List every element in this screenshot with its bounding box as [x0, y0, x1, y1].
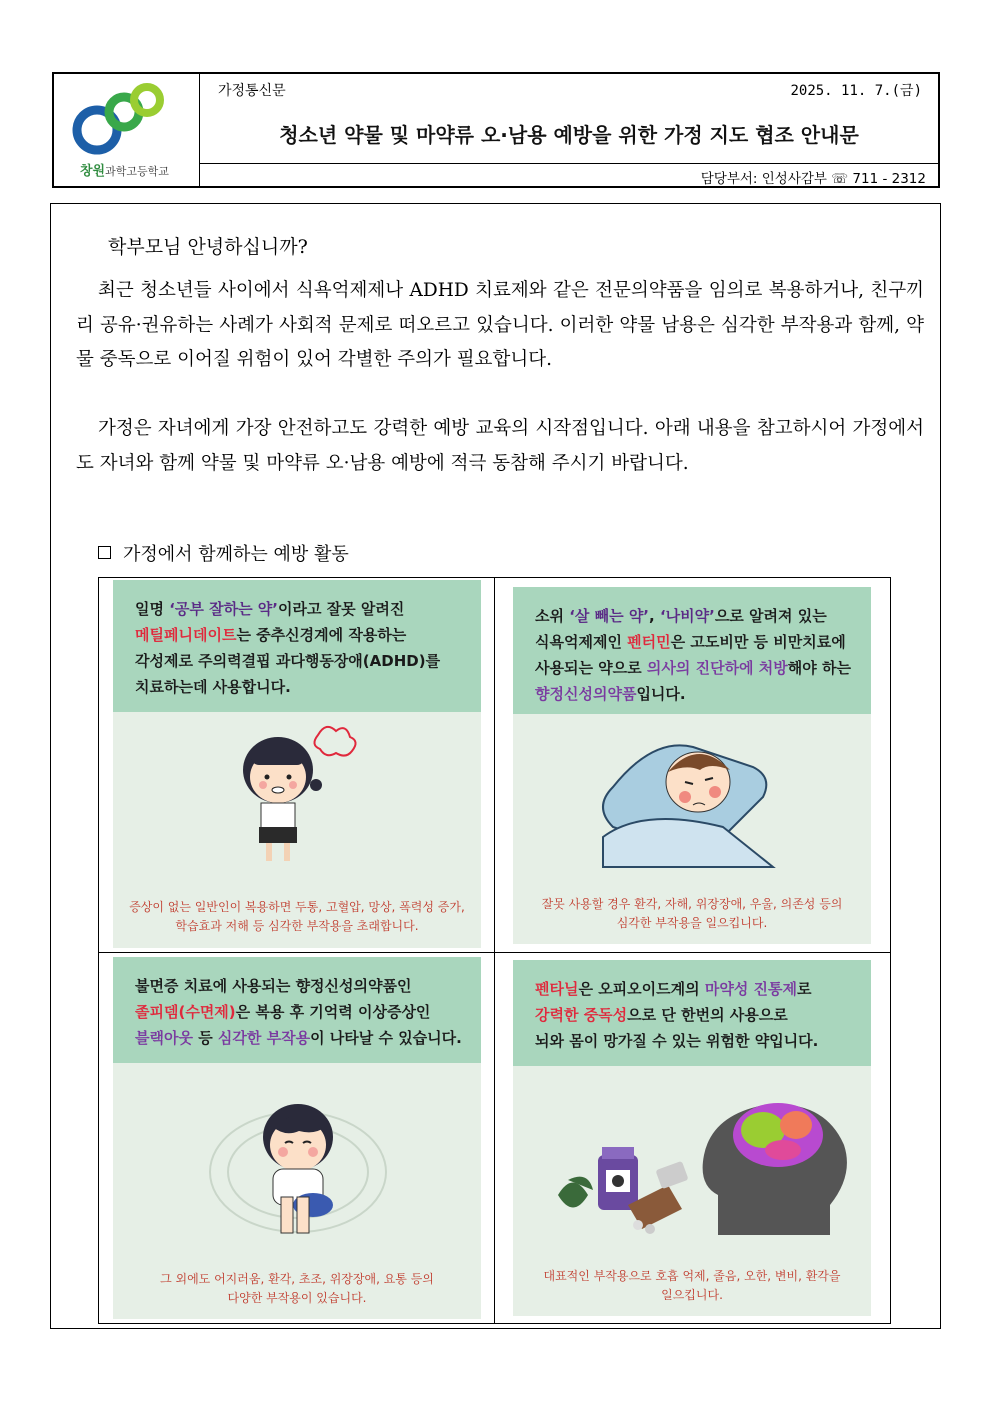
- grid-divider-horizontal: [98, 952, 891, 953]
- grid-divider-vertical: [494, 577, 495, 1324]
- section-heading: [98, 540, 349, 566]
- checkbox-square-icon: [98, 546, 111, 559]
- school-logo: [54, 74, 200, 186]
- angry-student-illustration: [223, 715, 373, 865]
- publication-type: 가정통신문: [218, 83, 286, 99]
- sick-child-in-bed-illustration: [593, 727, 793, 877]
- school-logo-icon: [72, 82, 182, 162]
- drug-and-brain-illustration: [538, 1085, 858, 1245]
- paragraph-2: [76, 412, 924, 481]
- greeting: 학부모님 안녕하십니까?: [108, 236, 308, 258]
- card-header: 소위 ‘살 빼는 약’, ‘나비약’으로 알려져 있는 식욕억제제인 펜터민은 고도비만 등 비만치료에 사용되는 약으로 의사의 진단하에 처방해야 하는 향정신성의약품입니다.: [513, 587, 871, 714]
- card-header: 펜타닐은 오피오이드계의 마약성 진통제로 강력한 중독성으로 단 한번의 사용으로 뇌와 몸이 망가질 수 있는 위험한 약입니다.: [513, 960, 871, 1066]
- card-phentermine: [513, 587, 871, 944]
- section-title: 가정에서 함께하는 예방 활동: [123, 544, 349, 565]
- card-methylphenidate: [113, 580, 481, 948]
- dizzy-student-illustration: [203, 1077, 393, 1247]
- header-table: [52, 72, 940, 188]
- school-name: 창원과학고등학교: [80, 164, 169, 179]
- card-fentanyl: [513, 960, 871, 1316]
- card-warning: 그 외에도 어지러움, 환각, 초조, 위장장애, 요통 등의 다양한 부작용이 있습니다.: [160, 1272, 434, 1305]
- paragraph-1-text: 최근 청소년들 사이에서 식욕억제제나 ADHD 치료제와 같은 전문의약품을 임의로 복용하거나, 친구끼리 공유·권유하는 사례가 사회적 문제로 떠오르고 있습니다. 이러한 약물 남용은 심각한 부작용과 함께, 약물 중독으로 이어질 위험이 있어 각별한 주의가 필요합니다.: [76, 280, 924, 370]
- card-warning: 증상이 없는 일반인이 복용하면 두통, 고혈압, 망상, 폭력성 증가, 학습효과 저해 등 심각한 부작용을 초래합니다.: [129, 900, 465, 933]
- paragraph-2-text: 가정은 자녀에게 가장 안전하고도 강력한 예방 교육의 시작점입니다. 아래 내용을 참고하시어 가정에서도 자녀와 함께 약물 및 마약류 오·남용 예방에 적극 동참해 주시기 바랍니다.: [76, 418, 924, 474]
- card-header: 불면증 치료에 사용되는 향정신성의약품인 졸피뎀(수면제)은 복용 후 기억력 이상증상인 블랙아웃 등 심각한 부작용이 나타날 수 있습니다.: [113, 957, 481, 1063]
- header-top-row: [200, 74, 938, 102]
- document-title: 청소년 약물 및 마약류 오·남용 예방을 위한 가정 지도 협조 안내문: [279, 123, 859, 147]
- header-bottom-row: [200, 163, 938, 188]
- card-header: 일명 ‘공부 잘하는 약’이라고 잘못 알려진 메틸페니데이트는 중추신경계에 작용하는 각성제로 주의력결핍 과다행동장애(ADHD)를 치료하는데 사용합니다.: [113, 580, 481, 712]
- card-zolpidem: [113, 957, 481, 1319]
- card-warning: 대표적인 부작용으로 호흡 억제, 졸음, 오한, 변비, 환각을 일으킵니다.: [543, 1269, 841, 1302]
- card-warning: 잘못 사용할 경우 환각, 자해, 위장장애, 우울, 의존성 등의 심각한 부작용을 일으킵니다.: [541, 897, 843, 930]
- publication-date: 2025. 11. 7.(금): [790, 83, 922, 99]
- paragraph-1: [76, 274, 924, 378]
- department-contact: 담당부서: 인성사감부 ☏ 711 - 2312: [700, 171, 926, 187]
